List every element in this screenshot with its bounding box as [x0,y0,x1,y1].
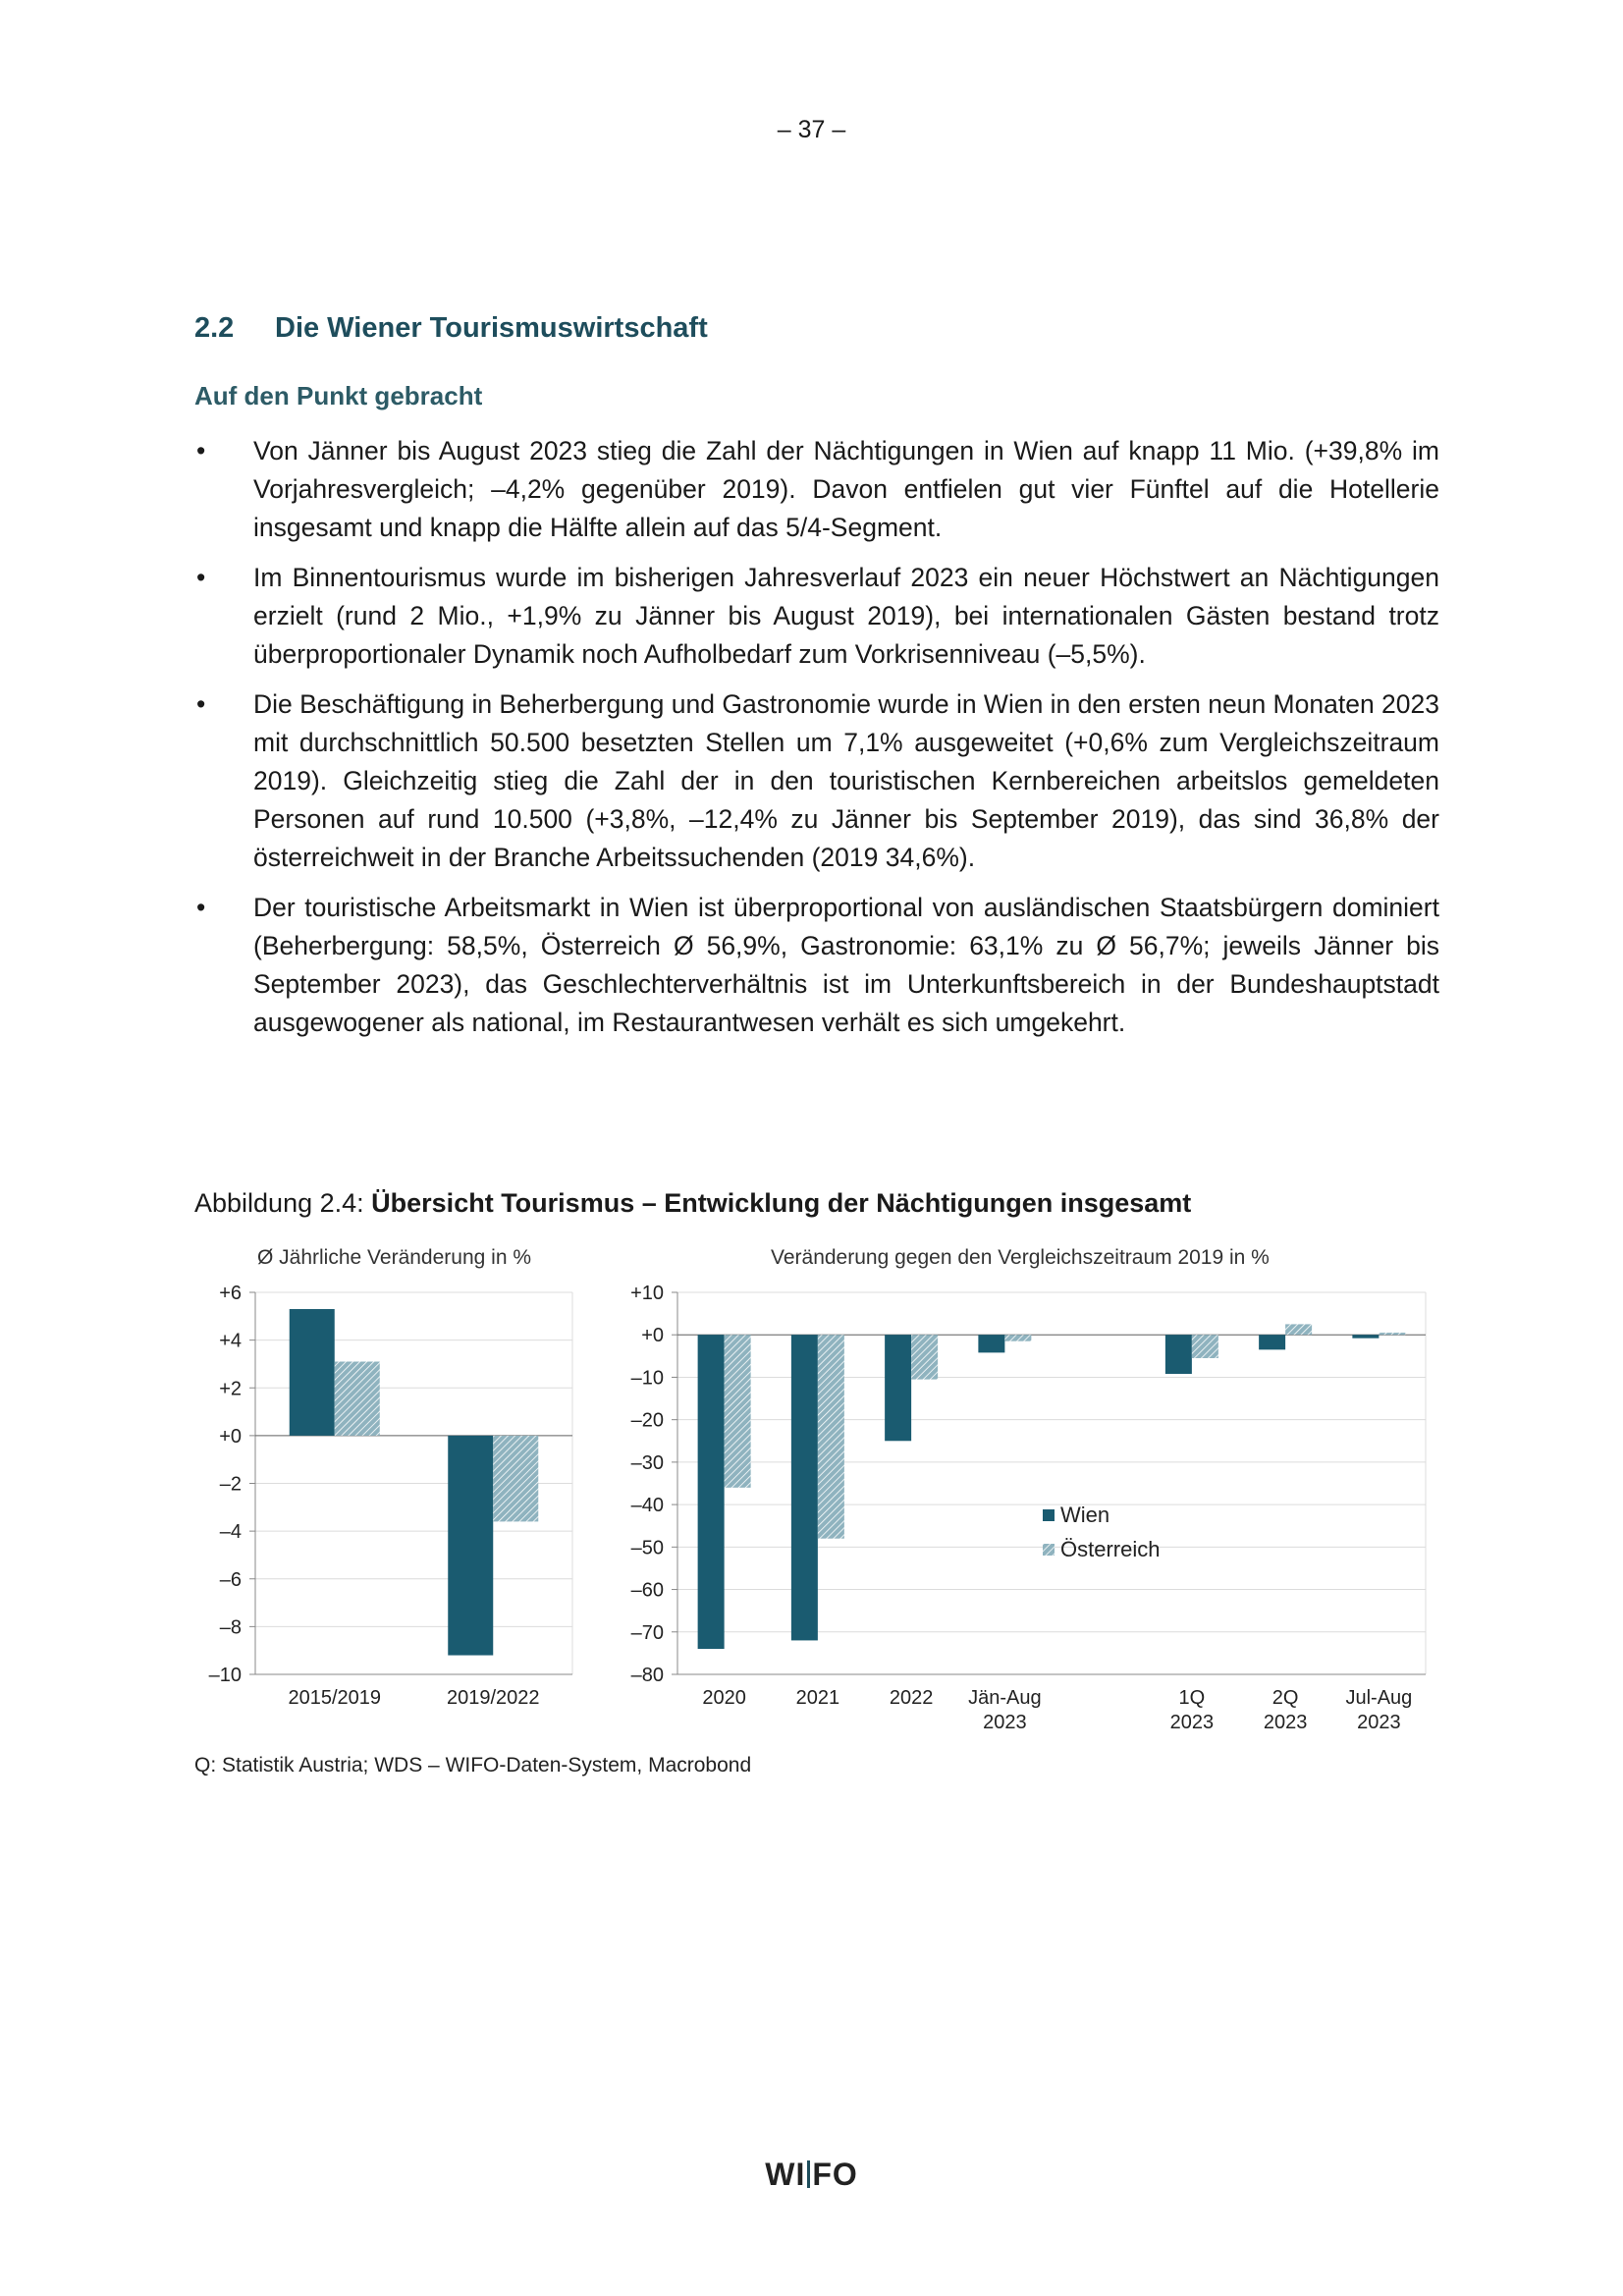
bar-oesterreich [1285,1324,1312,1335]
x-tick-label: 2020 [702,1687,746,1709]
y-tick-label: –10 [208,1665,242,1686]
bar-wien [1165,1335,1192,1374]
bar-oesterreich [911,1335,938,1379]
y-tick-label: +2 [219,1378,242,1400]
x-tick-label: Jän-Aug [968,1687,1042,1709]
bullet-icon: • [196,689,206,719]
x-tick-label: Jul-Aug [1345,1687,1413,1709]
bullet-text: Die Beschäftigung in Beherbergung und Gastronomie wurde in Wien in den ersten neun Monaten 2023 mit durchschnittlich 50.500 besetzten Stellen um 7,1% ausgeweitet (+0,6% zum Vergleichszeitraum 2019). Gleichzeitig stieg die Zahl der in den touristischen Kernbereichen arbeitslos gemeldeten Personen auf rund 10.500 (+3,8%, –12,4% zu Jänner bis September 2019), das sind 36,8% der österreichweit in der Branche Arbeitssuchenden (2019 34,6%). [253,689,1440,872]
bar-wien [448,1436,493,1656]
bullet-item [194,559,1439,674]
bar-oesterreich [725,1335,751,1488]
bar-wien [698,1335,725,1649]
y-tick-label: –50 [630,1537,664,1559]
y-tick-label: –80 [630,1665,664,1686]
bar-wien [978,1335,1004,1352]
bullet-text: Im Binnentourismus wurde im bisherigen Jahresverlauf 2023 ein neuer Höchstwert an Nächtigungen erzielt (rund 2 Mio., +1,9% zu Jänner bis August 2019), bei internationalen Gästen bestand trotz überproportionaler Dynamik noch Aufholbedarf zum Vorkrisenniveau (–5,5%). [253,563,1439,669]
chart-left-title: Ø Jährliche Veränderung in % [257,1246,531,1269]
wifo-logo [0,2157,1623,2193]
figure-label: Abbildung 2.4: [194,1188,364,1218]
legend-oesterreich-label: Österreich [1060,1537,1161,1561]
bullet-item [194,432,1439,547]
x-tick-label: 2021 [795,1687,840,1709]
legend-wien-label: Wien [1060,1503,1110,1527]
y-tick-label: –70 [630,1621,664,1644]
logo-bar-icon [807,2160,810,2188]
chart-left [194,1277,587,1719]
bar-oesterreich [493,1436,538,1522]
legend-wien-swatch [1043,1509,1055,1521]
y-tick-label: –20 [630,1409,664,1432]
subheading: Auf den Punkt gebracht [194,381,483,410]
bullet-text: Der touristische Arbeitsmarkt in Wien ist überproportional von ausländischen Staatsbürgern dominiert (Beherbergung: 58,5%, Österreich Ø 56,9%, Gastronomie: 63,1% zu Ø 56,7%; jeweils Jänner bis September 2023), das Geschlechterverhältnis ist im Unterkunftsbereich in der Bundeshauptstadt ausgewogener als national, im Restaurantwesen verhält es sich umgekehrt. [253,893,1439,1037]
x-tick-label: 2019/2022 [446,1687,540,1709]
y-tick-label: –30 [630,1451,664,1474]
x-tick-label: 2023 [1263,1712,1308,1733]
y-tick-label: +6 [219,1283,242,1304]
bullet-item [194,685,1439,877]
bullet-item [194,889,1439,1042]
bar-wien [1352,1335,1379,1338]
bullet-icon: • [196,893,206,922]
legend-oesterreich-swatch [1043,1544,1055,1556]
chart-right [609,1277,1443,1733]
y-tick-label: –60 [630,1579,664,1602]
bar-wien [290,1309,335,1436]
y-tick-label: +0 [219,1425,242,1448]
y-tick-label: +4 [219,1330,242,1352]
figure-caption [194,1188,1191,1219]
y-tick-label: +10 [630,1283,664,1304]
y-tick-label: –8 [219,1616,242,1639]
y-tick-label: –40 [630,1495,664,1517]
logo-text-left: WI [765,2157,806,2192]
bar-oesterreich [335,1362,380,1436]
figure-title: Übersicht Tourismus – Entwicklung der Nächtigungen insgesamt [371,1188,1192,1218]
bar-wien [1259,1335,1285,1349]
source-note: Q: Statistik Austria; WDS – WIFO-Daten-System, Macrobond [194,1754,752,1777]
y-tick-label: +0 [641,1325,664,1347]
page-number: – 37 – [777,116,846,143]
x-tick-label: 2Q [1271,1687,1299,1709]
x-tick-label: 2015/2019 [288,1687,382,1709]
section-title [194,312,708,345]
bullet-icon: • [196,563,206,592]
bullet-list [194,432,1439,1054]
x-tick-label: 2022 [889,1687,934,1709]
bar-oesterreich [1004,1335,1031,1340]
logo-text-right: FO [812,2157,858,2192]
section-number: 2.2 [194,312,235,344]
x-tick-label: 2023 [983,1712,1027,1733]
bar-oesterreich [1379,1333,1405,1335]
x-tick-label: 1Q [1178,1687,1206,1709]
y-tick-label: –2 [219,1473,242,1496]
x-tick-label: 2023 [1357,1712,1401,1733]
y-tick-label: –6 [219,1568,242,1591]
section-title-text: Die Wiener Tourismuswirtschaft [275,312,708,344]
x-tick-label: 2023 [1169,1712,1215,1733]
bar-wien [791,1335,818,1640]
y-tick-label: –4 [219,1521,242,1544]
chart-right-title: Veränderung gegen den Vergleichszeitraum 2019 in % [771,1246,1270,1269]
bullet-icon: • [196,436,206,465]
bar-oesterreich [1192,1335,1218,1358]
bar-wien [885,1335,911,1441]
y-tick-label: –10 [630,1367,664,1390]
bullet-text: Von Jänner bis August 2023 stieg die Zahl der Nächtigungen in Wien auf knapp 11 Mio. (+39,8% im Vorjahresvergleich; –4,2% gegenüber 2019). Davon entfielen gut vier Fünftel auf die Hotellerie insgesamt und knapp die Hälfte allein auf das 5/4-Segment. [253,436,1439,542]
bar-oesterreich [818,1335,844,1538]
